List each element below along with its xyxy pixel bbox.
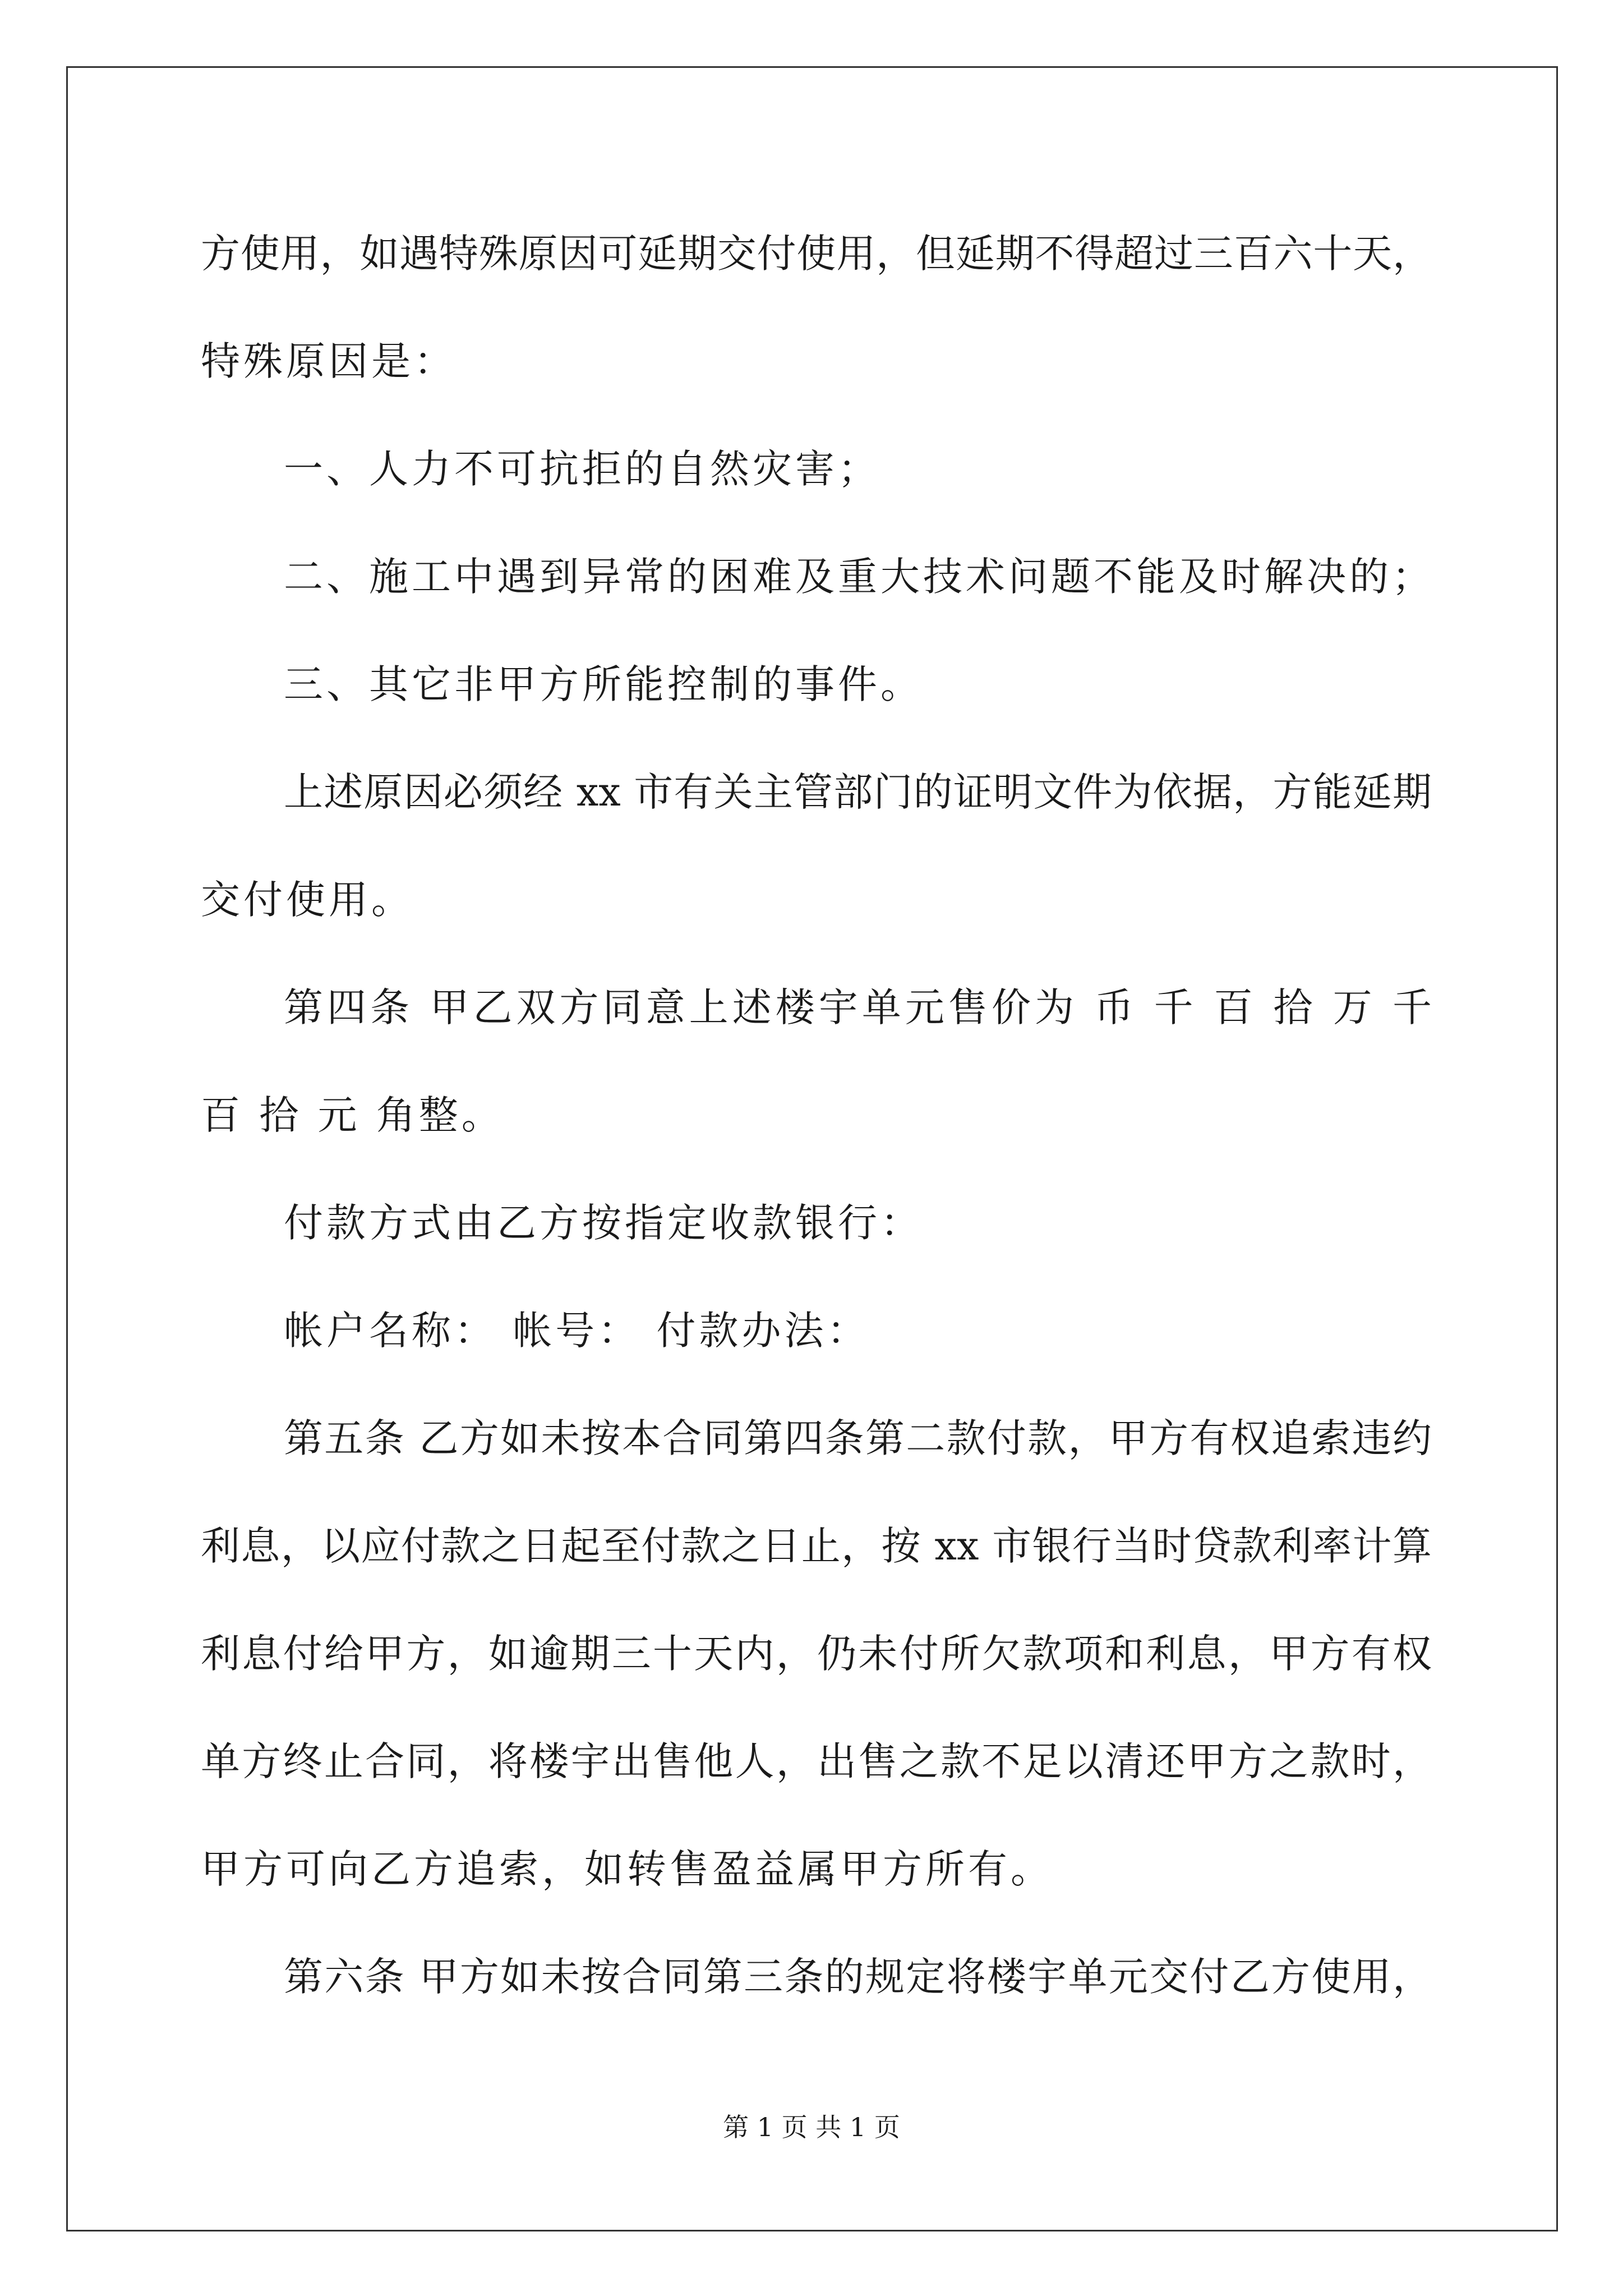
article-four-line: 第四条 甲乙双方同意上述楼宇单元售价为 币 千 百 拾 万 千: [284, 984, 1432, 1030]
paragraph-line: 付款方式由乙方按指定收款银行：: [284, 1200, 923, 1246]
paragraph-line: 利息付给甲方，如逾期三十天内，仍未付所欠款项和利息，甲方有权: [201, 1631, 1432, 1677]
article-six-line: 第六条 甲方如未按合同第三条的规定将楼宇单元交付乙方使用，: [284, 1954, 1432, 2000]
paragraph-line: 方使用，如遇特殊原因可延期交付使用，但延期不得超过三百六十天，: [201, 231, 1432, 277]
paragraph-line: 甲方可向乙方追索，如转售盈益属甲方所有。: [201, 1846, 1053, 1892]
article-five-line: 第五条 乙方如未按本合同第四条第二款付款，甲方有权追索违约: [284, 1415, 1432, 1461]
paragraph-line: 单方终止合同，将楼宇出售他人，出售之款不足以清还甲方之款时，: [201, 1738, 1432, 1784]
list-item: 一、人力不可抗拒的自然灾害；: [284, 446, 880, 492]
list-item: 二、施工中遇到异常的困难及重大技术问题不能及时解决的；: [284, 554, 1435, 600]
paragraph-line: 特殊原因是：: [201, 338, 457, 384]
paragraph-line: 百 拾 元 角整。: [201, 1092, 504, 1138]
paragraph-line: 交付使用。: [201, 877, 414, 923]
list-item: 三、其它非甲方所能控制的事件。: [284, 661, 923, 707]
page-footer: 第 1 页 共 1 页: [723, 2112, 900, 2142]
document-body: [201, 0, 1435, 2019]
paragraph-line: 利息，以应付款之日起至付款之日止，按 xx 市银行当时贷款利率计算: [201, 1523, 1432, 1569]
paragraph-line: 上述原因必须经 xx 市有关主管部门的证明文件为依据，方能延期: [284, 769, 1432, 815]
account-info-line: 帐户名称： 帐号： 付款办法：: [284, 1308, 870, 1354]
